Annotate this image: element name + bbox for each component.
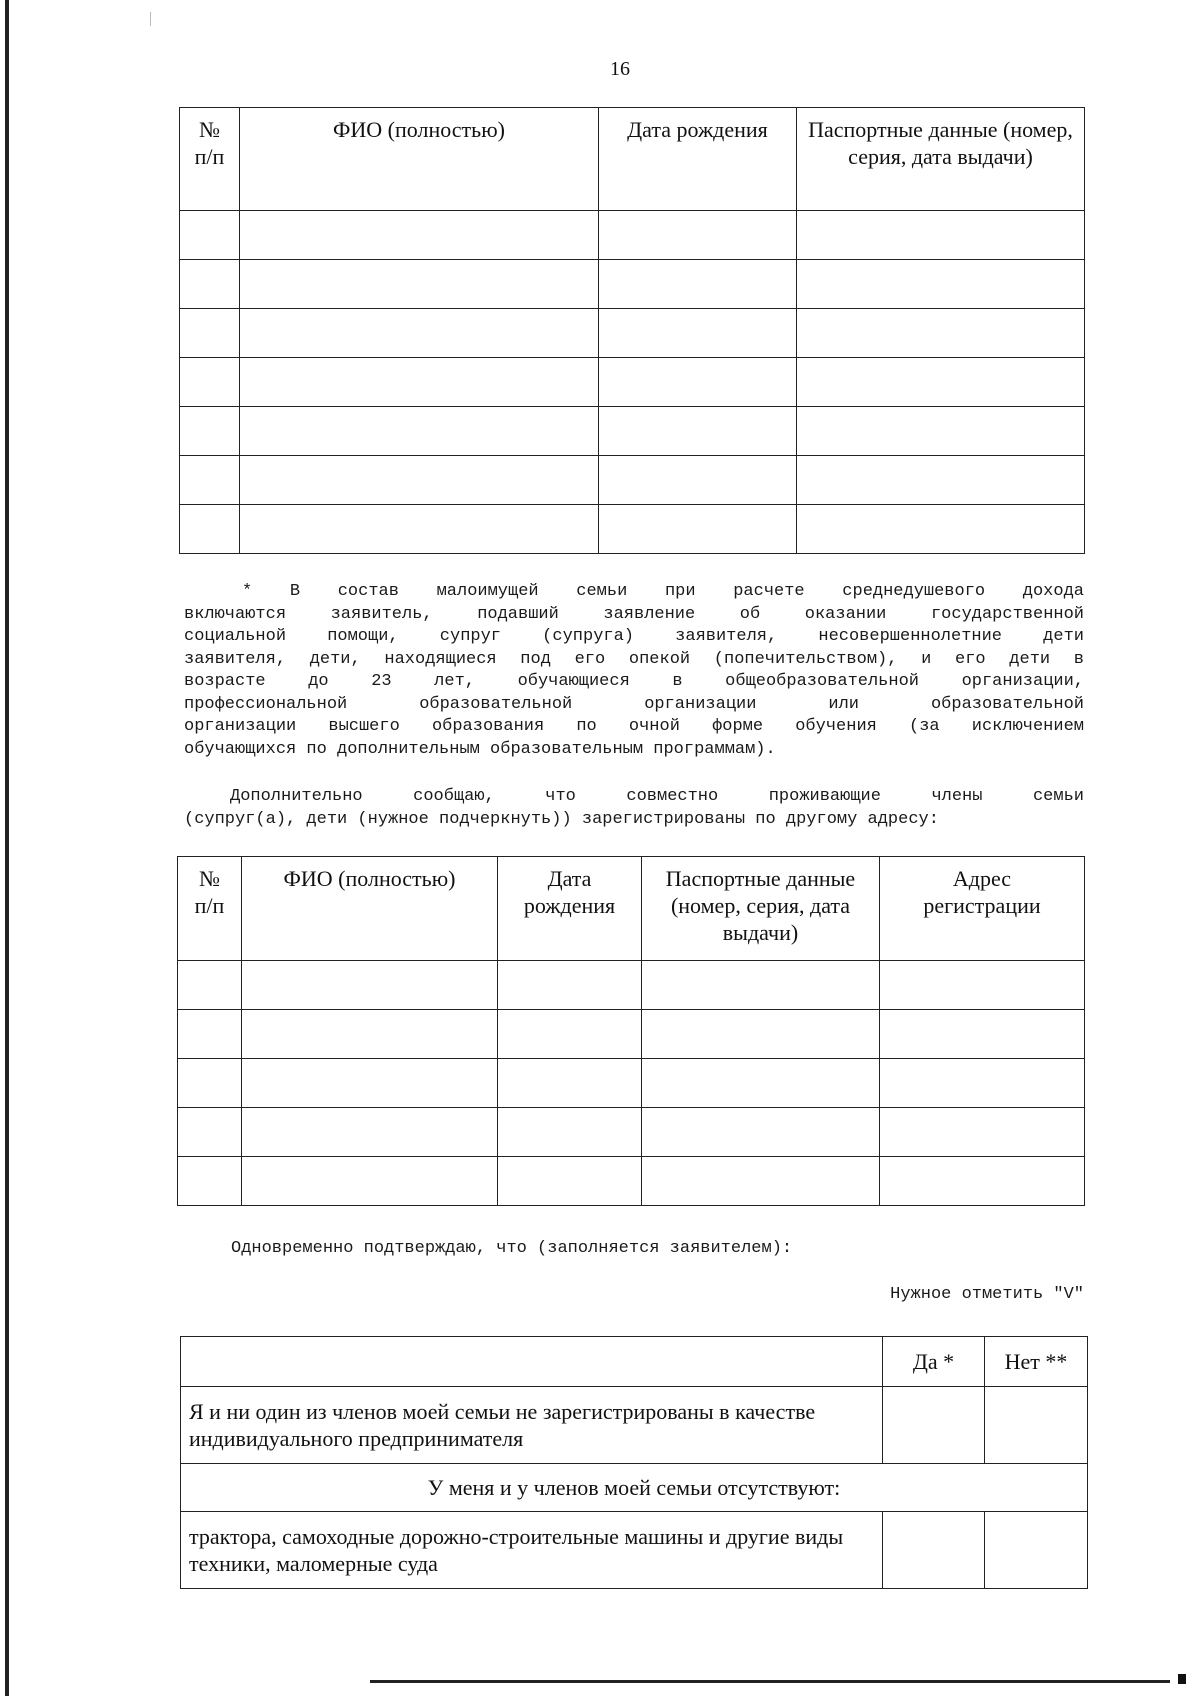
scan-left-edge	[5, 0, 9, 1696]
table-cell[interactable]	[599, 407, 797, 456]
table-row	[180, 407, 1085, 456]
table-row	[180, 505, 1085, 554]
table-cell[interactable]	[240, 211, 599, 260]
header-birth-date: Дата рождения	[498, 857, 642, 961]
section-absence-heading: У меня и у членов моей семьи отсутствуют:	[181, 1464, 1088, 1512]
table-row	[178, 1059, 1085, 1108]
table-cell[interactable]	[599, 211, 797, 260]
table-cell[interactable]	[642, 1010, 880, 1059]
header-number: № п/п	[180, 108, 240, 211]
table-cell[interactable]	[242, 961, 498, 1010]
statement-no-vehicles: трактора, самоходные дорожно-строительные машины и другие виды техники, маломерные суда	[181, 1512, 883, 1589]
table-cell[interactable]	[599, 358, 797, 407]
footnote-line: организации высшего образования по очной форме обучения (за исключением	[184, 717, 1084, 736]
table-row	[180, 260, 1085, 309]
table-cell[interactable]	[797, 358, 1085, 407]
table-cell[interactable]	[642, 1157, 880, 1206]
page-number: 16	[610, 58, 630, 80]
table-cell[interactable]	[178, 1010, 242, 1059]
bottom-rule	[370, 1680, 1170, 1683]
checkbox-yes-cell[interactable]	[883, 1512, 985, 1589]
statement-not-entrepreneur: Я и ни один из членов моей семьи не зарегистрированы в качестве индивидуального предпринимателя	[181, 1387, 883, 1464]
table-cell[interactable]	[180, 211, 240, 260]
bottom-mark	[1178, 1674, 1186, 1684]
table-cell[interactable]	[178, 961, 242, 1010]
confirmation-table	[180, 1336, 1088, 1589]
header-full-name: ФИО (полностью)	[242, 857, 498, 961]
table-cell[interactable]	[498, 961, 642, 1010]
additional-line: (супруг(а), дети (нужное подчеркнуть)) зарегистрированы по другому адресу:	[184, 809, 939, 829]
table-cell[interactable]	[240, 407, 599, 456]
table-cell[interactable]	[498, 1157, 642, 1206]
table-cell[interactable]	[180, 407, 240, 456]
table-cell[interactable]	[240, 456, 599, 505]
table-cell[interactable]	[242, 1108, 498, 1157]
footnote-line: заявителя, дети, находящиеся под его опекой (попечительством), и его дети в	[184, 649, 1084, 669]
header-birth-date: Дата рождения	[599, 108, 797, 211]
table-cell[interactable]	[180, 358, 240, 407]
table-cell[interactable]	[599, 309, 797, 358]
mark-note: Нужное отметить "V"	[890, 1285, 1084, 1304]
footnote-line: обучающихся по дополнительным образовательным программам).	[184, 739, 776, 759]
table-cell[interactable]	[880, 1059, 1085, 1108]
table-cell[interactable]	[642, 961, 880, 1010]
header-no: Нет **	[985, 1337, 1088, 1387]
table-cell[interactable]	[240, 309, 599, 358]
table-cell[interactable]	[240, 260, 599, 309]
scan-mark	[150, 12, 151, 26]
table-row	[178, 961, 1085, 1010]
table-cell[interactable]	[180, 505, 240, 554]
table-cell[interactable]	[178, 1059, 242, 1108]
table-cell[interactable]	[599, 456, 797, 505]
table-cell[interactable]	[178, 1108, 242, 1157]
table-cell[interactable]	[180, 260, 240, 309]
header-registration-address: Адрес регистрации	[880, 857, 1085, 961]
table-cell[interactable]	[880, 961, 1085, 1010]
header-number: № п/п	[178, 857, 242, 961]
header-full-name: ФИО (полностью)	[240, 108, 599, 211]
checkbox-yes-cell[interactable]	[883, 1387, 985, 1464]
header-yes: Да *	[883, 1337, 985, 1387]
other-address-members-table	[177, 856, 1085, 1206]
table-row	[180, 309, 1085, 358]
table-cell[interactable]	[498, 1059, 642, 1108]
table-cell[interactable]	[642, 1108, 880, 1157]
table-cell[interactable]	[880, 1157, 1085, 1206]
table-cell[interactable]	[242, 1157, 498, 1206]
footnote-line: * В состав малоимущей семьи при расчете среднедушевого дохода	[242, 582, 1084, 601]
table-row	[180, 211, 1085, 260]
confirm-intro: Одновременно подтверждаю, что (заполняется заявителем):	[231, 1239, 793, 1258]
additional-info-paragraph	[184, 786, 1084, 831]
table-cell[interactable]	[797, 456, 1085, 505]
table-cell[interactable]	[599, 260, 797, 309]
table-cell[interactable]	[797, 260, 1085, 309]
footnote-line: социальной помощи, супруг (супруга) заявителя, несовершеннолетние дети	[184, 627, 1084, 646]
footnote-line: возрасте до 23 лет, обучающиеся в общеобразовательной организации,	[184, 672, 1084, 691]
footnote-line: включаются заявитель, подавший заявление об оказании государственной	[184, 604, 1084, 624]
table-cell[interactable]	[498, 1010, 642, 1059]
table-row	[178, 1108, 1085, 1157]
table-row	[180, 456, 1085, 505]
table-cell[interactable]	[180, 456, 240, 505]
table-row	[178, 1157, 1085, 1206]
table-cell[interactable]	[599, 505, 797, 554]
family-members-table	[179, 107, 1085, 554]
blank-header-cell	[181, 1337, 883, 1387]
checkbox-no-cell[interactable]	[985, 1387, 1088, 1464]
table-cell[interactable]	[797, 505, 1085, 554]
footnote-paragraph	[184, 581, 1084, 761]
table-cell[interactable]	[240, 505, 599, 554]
table-cell[interactable]	[242, 1059, 498, 1108]
table-cell[interactable]	[880, 1108, 1085, 1157]
header-passport: Паспортные данные (номер, серия, дата выдачи)	[642, 857, 880, 961]
table-cell[interactable]	[242, 1010, 498, 1059]
table-cell[interactable]	[797, 309, 1085, 358]
table-cell[interactable]	[240, 358, 599, 407]
additional-line: Дополнительно сообщаю, что совместно проживающие члены семьи	[230, 787, 1084, 806]
table-cell[interactable]	[797, 407, 1085, 456]
footnote-line: профессиональной образовательной организации или образовательной	[184, 694, 1084, 714]
table-cell[interactable]	[178, 1157, 242, 1206]
header-passport: Паспортные данные (номер, серия, дата выдачи)	[797, 108, 1085, 211]
table-cell[interactable]	[880, 1010, 1085, 1059]
table-cell[interactable]	[180, 309, 240, 358]
table-row	[180, 358, 1085, 407]
checkbox-no-cell[interactable]	[985, 1512, 1088, 1589]
table-cell[interactable]	[797, 211, 1085, 260]
table-cell[interactable]	[642, 1059, 880, 1108]
table-cell[interactable]	[498, 1108, 642, 1157]
table-row	[178, 1010, 1085, 1059]
